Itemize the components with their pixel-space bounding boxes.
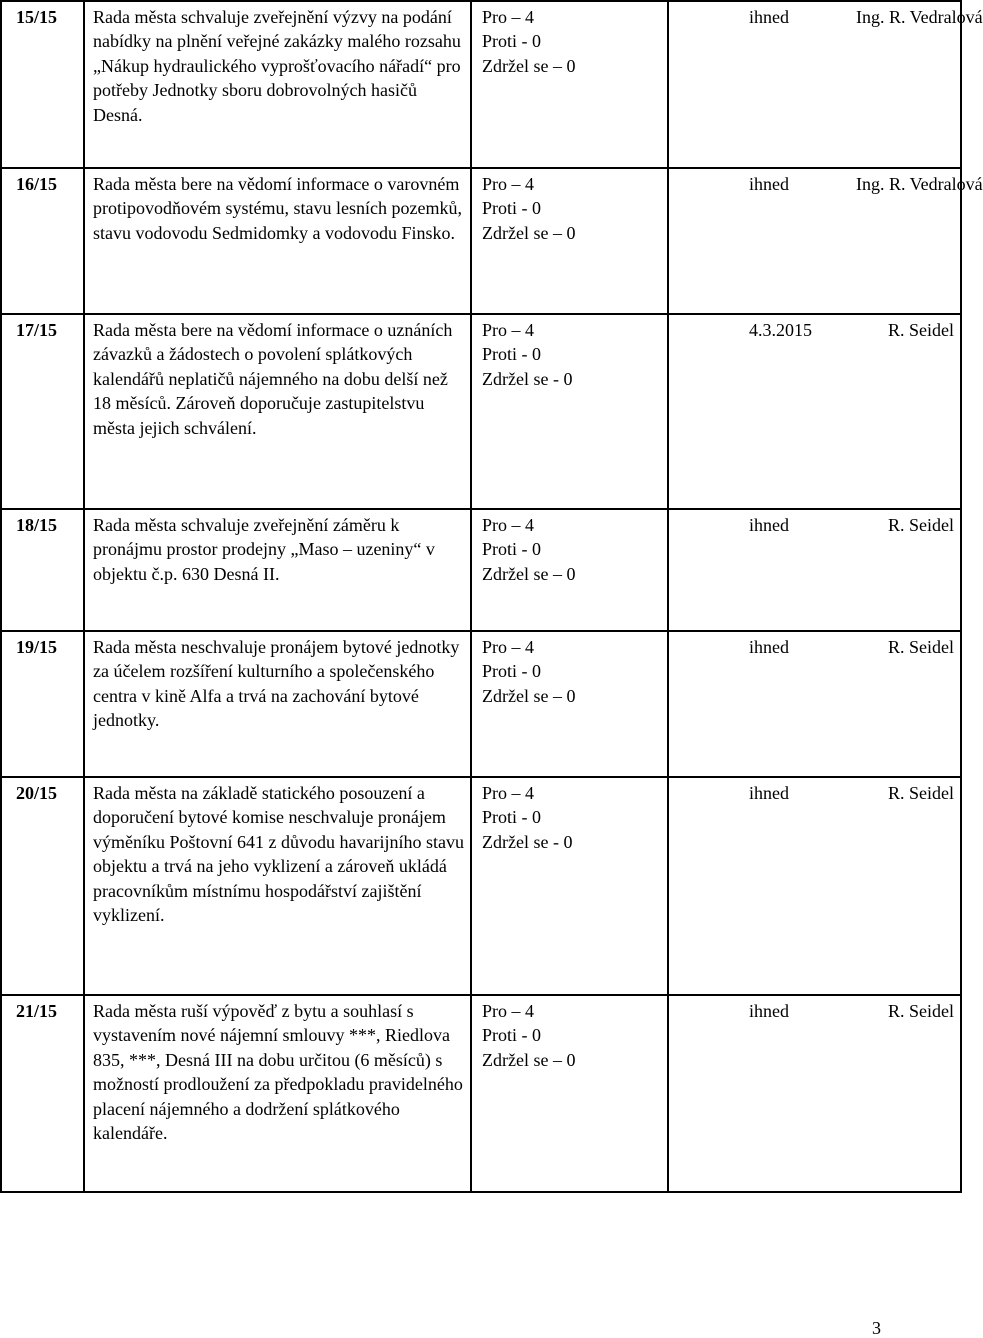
vote-for: Pro – 4 <box>482 320 535 340</box>
responsible-cell <box>848 509 961 631</box>
resolution-text: Rada města bere na vědomí informace o uznáních závazků a žádostech o povolení splátkových kalendářů neplatičů nájemného na dobu delší než 18 měsíců. Zároveň doporučuje zastupitelstvu města jejich schválení. <box>84 314 471 509</box>
vote-abstain: Zdržel se – 0 <box>482 55 576 76</box>
due-date-cell <box>668 168 848 314</box>
resolution-text: Rada města na základě statického posouzení a doporučení bytové komise neschvaluje pronájem výměníku Poštovní 641 z důvodu havarijního stavu objektu a trvá na jeho vyklizení a zároveň ukládá pracovníkům místnímu hospodářství zajištění vyklizení. <box>84 777 471 995</box>
vote-against: Proti - 0 <box>482 807 542 828</box>
resolution-number: 15/15 <box>1 1 84 168</box>
vote-for: Pro – 4 <box>482 174 535 194</box>
resolution-number: 19/15 <box>1 631 84 777</box>
resolution-text: Rada města ruší výpověď z bytu a souhlasí s vystavením nové nájemní smlouvy ***, Riedlova 835, ***, Desná III na dobu určitou (6 měsíců) s možností prodloužení za předpokladu pravidelného placení nájemného a dodržení splátkového kalendáře. <box>84 995 471 1192</box>
responsible-person: Ing. R. Vedralová <box>856 7 983 27</box>
responsible-cell <box>848 314 961 509</box>
due-date-cell <box>668 777 848 995</box>
vote-result <box>471 314 668 509</box>
vote-against: Proti - 0 <box>482 661 542 682</box>
resolution-text: Rada města bere na vědomí informace o varovném protipovodňovém systému, stavu lesních pozemků, stavu vodovodu Sedmidomky a vodovodu Finsko. <box>84 168 471 314</box>
due-date: ihned <box>749 637 789 657</box>
vote-result <box>471 1 668 168</box>
responsible-person: R. Seidel <box>888 320 954 340</box>
vote-result <box>471 509 668 631</box>
resolution-number: 18/15 <box>1 509 84 631</box>
responsible-cell <box>848 631 961 777</box>
responsible-cell <box>848 995 961 1192</box>
due-date-cell <box>668 1 848 168</box>
vote-for: Pro – 4 <box>482 637 535 657</box>
due-date-cell <box>668 509 848 631</box>
vote-abstain: Zdržel se – 0 <box>482 1049 576 1070</box>
vote-for: Pro – 4 <box>482 1001 535 1021</box>
vote-abstain: Zdržel se – 0 <box>482 685 576 706</box>
responsible-person: R. Seidel <box>888 1001 954 1021</box>
resolution-row <box>1 777 961 995</box>
responsible-cell <box>848 1 983 168</box>
vote-abstain: Zdržel se - 0 <box>482 831 573 852</box>
resolution-number: 21/15 <box>1 995 84 1192</box>
resolution-text: Rada města neschvaluje pronájem bytové jednotky za účelem rozšíření kulturního a společenského centra v kině Alfa a trvá na zachování bytové jednotky. <box>84 631 471 777</box>
resolution-row <box>1 631 961 777</box>
resolution-number: 17/15 <box>1 314 84 509</box>
due-date: 4.3.2015 <box>749 320 812 340</box>
vote-for: Pro – 4 <box>482 7 535 27</box>
vote-abstain: Zdržel se – 0 <box>482 563 576 584</box>
vote-against: Proti - 0 <box>482 198 542 219</box>
vote-result <box>471 631 668 777</box>
due-date-cell <box>668 631 848 777</box>
due-date: ihned <box>749 515 789 535</box>
vote-for: Pro – 4 <box>482 783 535 803</box>
responsible-person: R. Seidel <box>888 637 954 657</box>
due-date: ihned <box>749 1001 789 1021</box>
responsible-person: R. Seidel <box>888 783 954 803</box>
resolution-text: Rada města schvaluje zveřejnění výzvy na podání nabídky na plnění veřejné zakázky malého rozsahu „Nákup hydraulického vyprošťovacího nářadí“ pro potřeby Jednotky sboru dobrovolných hasičů Desná. <box>84 1 471 168</box>
resolution-row <box>1 1 961 168</box>
due-date-cell <box>668 995 848 1192</box>
responsible-person: R. Seidel <box>888 515 954 535</box>
resolution-number: 20/15 <box>1 777 84 995</box>
vote-abstain: Zdržel se – 0 <box>482 222 576 243</box>
vote-against: Proti - 0 <box>482 344 542 365</box>
due-date: ihned <box>749 7 789 27</box>
due-date: ihned <box>749 783 789 803</box>
vote-result <box>471 168 668 314</box>
resolution-row <box>1 509 961 631</box>
due-date-cell <box>668 314 848 509</box>
vote-against: Proti - 0 <box>482 1025 542 1046</box>
vote-abstain: Zdržel se - 0 <box>482 368 573 389</box>
resolution-row <box>1 995 961 1192</box>
responsible-cell <box>848 168 983 314</box>
page-number: 3 <box>872 1318 881 1338</box>
vote-for: Pro – 4 <box>482 515 535 535</box>
resolution-row <box>1 168 961 314</box>
vote-result <box>471 995 668 1192</box>
resolution-number: 16/15 <box>1 168 84 314</box>
responsible-person: Ing. R. Vedralová <box>856 174 983 194</box>
resolution-row <box>1 314 961 509</box>
resolution-text: Rada města schvaluje zveřejnění záměru k pronájmu prostor prodejny „Maso – uzeniny“ v objektu č.p. 630 Desná II. <box>84 509 471 631</box>
responsible-cell <box>848 777 961 995</box>
due-date: ihned <box>749 174 789 194</box>
vote-against: Proti - 0 <box>482 31 542 52</box>
vote-against: Proti - 0 <box>482 539 542 560</box>
vote-result <box>471 777 668 995</box>
